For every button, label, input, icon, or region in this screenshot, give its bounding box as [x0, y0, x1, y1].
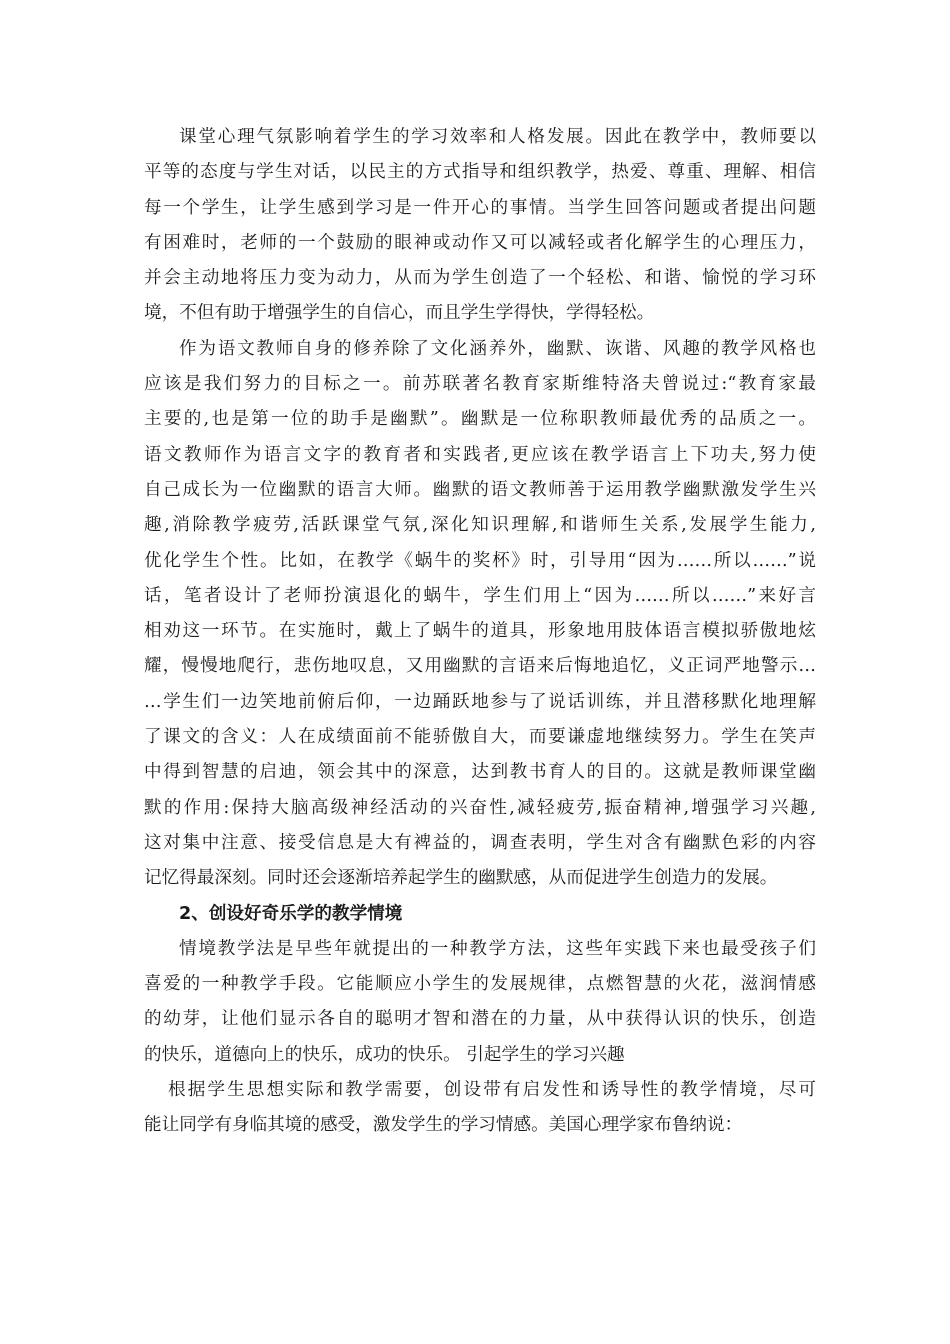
paragraph-1-line-2: 平等的态度与学生对话，以民主的方式指导和组织教学，热爱、尊重、理解、相信 — [144, 162, 816, 183]
paragraph-1-line-3: 每一个学生，让学生感到学习是一件开心的事情。当学生回答问题或者提出问题 — [144, 197, 816, 218]
paragraph-2-line-6: 趣,消除教学疲劳,活跃课堂气氛,深化知识理解,和谐师生关系,发展学生能力, — [144, 515, 816, 536]
document-body — [144, 120, 816, 1144]
paragraph-4-line-1: 根据学生思想实际和教学需要，创设带有启发性和诱导性的教学情境，尽可 — [168, 1080, 816, 1101]
paragraph-2-line-2: 应该是我们努力的目标之一。前苏联著名教育家斯维特洛夫曾说过:“教育家最 — [144, 374, 816, 395]
paragraph-2-line-10: 耀，慢慢地爬行，悲伤地叹息，又用幽默的言语来后悔地追忆，义正词严地警示… — [144, 656, 816, 677]
paragraph-2-line-3: 主要的,也是第一位的助手是幽默”。幽默是一位称职教师最优秀的品质之一。 — [144, 409, 816, 430]
paragraph-2-line-14: 默的作用:保持大脑高级神经活动的兴奋性,减轻疲劳,振奋精神,增强学习兴趣, — [144, 797, 816, 818]
paragraph-2-line-5: 自己成长为一位幽默的语言大师。幽默的语文教师善于运用教学幽默激发学生兴 — [144, 479, 816, 500]
paragraph-3-line-4: 的快乐，道德向上的快乐，成功的快乐。 引起学生的学习兴趣 — [144, 1044, 625, 1065]
paragraph-3-line-2: 喜爱的一种教学手段。它能顺应小学生的发展规律，点燃智慧的火花，滋润情感 — [144, 974, 816, 995]
paragraph-4-line-2: 能让同学有身临其境的感受，激发学生的学习情感。美国心理学家布鲁纳说： — [144, 1115, 743, 1136]
paragraph-2-line-12: 了课文的含义：人在成绩面前不能骄傲自大，而要谦虚地继续努力。学生在笑声 — [144, 727, 816, 748]
paragraph-1-line-1: 课堂心理气氛影响着学生的学习效率和人格发展。因此在教学中，教师要以 — [179, 127, 816, 147]
paragraph-2-line-13: 中得到智慧的启迪，领会其中的深意，达到教书育人的目的。这就是教师课堂幽 — [144, 762, 816, 783]
paragraph-3-line-3: 的幼芽，让他们显示各自的聪明才智和潜在的力量，从中获得认识的快乐，创造 — [144, 1009, 816, 1030]
paragraph-1-line-5: 并会主动地将压力变为动力，从而为学生创造了一个轻松、和谐、愉悦的学习环 — [144, 268, 816, 289]
paragraph-3-line-1: 情境教学法是早些年就提出的一种教学方法，这些年实践下来也最受孩子们 — [179, 938, 816, 959]
paragraph-2-line-16: 记忆得最深刻。同时还会逐渐培养起学生的幽默感，从而促进学生创造力的发展。 — [144, 868, 778, 889]
paragraph-2-line-1: 作为语文教师自身的修养除了文化涵养外，幽默、诙谐、风趣的教学风格也 — [179, 338, 816, 359]
paragraph-2-line-8: 话，笔者设计了老师扮演退化的蜗牛，学生们用上“因为……所以……”来好言 — [144, 585, 816, 606]
paragraph-2-line-11: …学生们一边笑地前俯后仰，一边踊跃地参与了说话训练，并且潜移默化地理解 — [144, 691, 816, 712]
paragraph-2-line-4: 语文教师作为语言文字的教育者和实践者,更应该在教学语言上下功夫,努力使 — [144, 444, 816, 465]
paragraph-2-line-9: 相劝这一环节。在实施时，戴上了蜗牛的道具，形象地用肢体语言模拟骄傲地炫 — [144, 621, 816, 642]
paragraph-2-line-7: 优化学生个性。比如，在教学《蜗牛的奖杯》时，引导用“因为……所以……”说 — [144, 550, 816, 571]
section-heading: 2、创设好奇乐学的教学情境 — [179, 903, 403, 924]
paragraph-2-line-15: 这对集中注意、接受信息是大有裨益的，调查表明，学生对含有幽默色彩的内容 — [144, 832, 816, 853]
paragraph-1-line-4: 有困难时，老师的一个鼓励的眼神或动作又可以减轻或者化解学生的心理压力， — [144, 232, 816, 253]
paragraph-1-line-6: 境，不但有助于增强学生的自信心，而且学生学得快，学得轻松。 — [144, 303, 655, 324]
